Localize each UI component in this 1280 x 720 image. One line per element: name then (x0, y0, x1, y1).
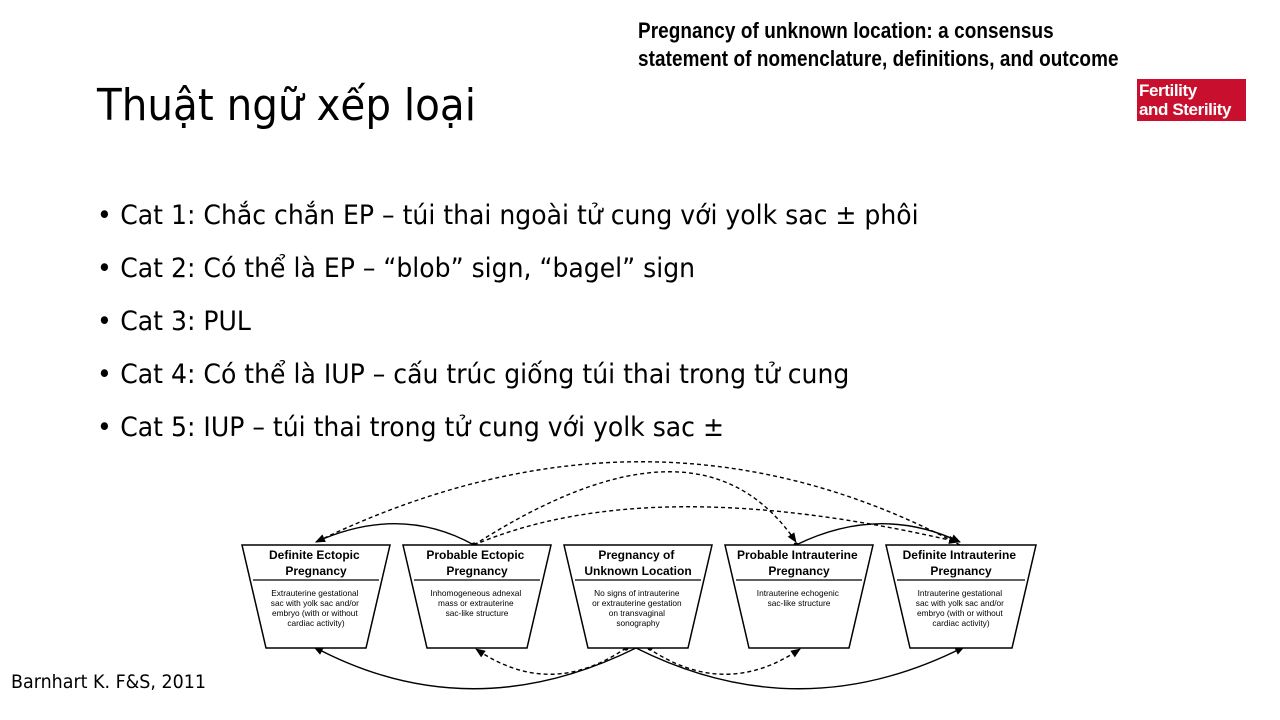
bullet-text-cat-5: Cat 5: IUP – túi thai trong tử cung với yolk sac ± (120, 412, 724, 443)
arrow-dashed-to-definite-ectopic (316, 462, 960, 545)
box-desc-line: sac-like structure (445, 608, 509, 618)
box-desc-line: embryo (with or without (916, 608, 1003, 618)
paper-title-line-1: Pregnancy of unknown location: a consensus (638, 18, 1054, 43)
category-box-4 (725, 545, 873, 648)
arrow-dashed-to-definite-iup (474, 472, 796, 545)
box-desc-line: Extrauterine gestational (271, 588, 359, 598)
box-title-line: Pregnancy (930, 564, 992, 578)
box-title-line: Unknown Location (584, 564, 692, 578)
box-title-line: Probable Ectopic (426, 548, 525, 562)
box-title-line: Definite Intrauterine (902, 548, 1017, 562)
journal-logo-line-2: and Sterility (1139, 100, 1232, 119)
bullet-text-cat-3: Cat 3: PUL (120, 306, 251, 337)
arrow-dashed-to-definite-iup-2 (474, 507, 958, 545)
box-desc-line: sonography (616, 618, 660, 628)
bullet-dot: • (97, 253, 112, 284)
citation: Barnhart K. F&S, 2011 (11, 671, 207, 693)
bottom-arrows (314, 645, 964, 688)
slide-title: Thuật ngữ xếp loại (97, 80, 476, 131)
box-title-line: Pregnancy (446, 564, 508, 578)
bullet-text-cat-2: Cat 2: Có thể là EP – “blob” sign, “bagel” sign (120, 253, 696, 284)
arrow-dashed-pul-to-probable-iup (648, 648, 800, 674)
box-title-line: Pregnancy (768, 564, 830, 578)
box-title-line: Probable Intrauterine (736, 548, 858, 562)
journal-logo-line-1: Fertility (1139, 81, 1197, 100)
arrow-dashed-pul-to-probable-ectopic (476, 648, 626, 674)
box-desc-line: sac with yolk sac and/or (915, 598, 1004, 608)
bullet-dot: • (97, 359, 112, 390)
category-box-3 (564, 545, 712, 648)
box-desc-line: sac-like structure (767, 598, 831, 608)
arrow-probable-ectopic-to-definite-ectopic (316, 524, 474, 545)
bullet-text-cat-1: Cat 1: Chắc chắn EP – túi thai ngoài tử cung với yolk sac ± phôi (120, 200, 919, 231)
box-desc-line: Intrauterine gestational (917, 588, 1003, 598)
top-arrows (316, 462, 960, 548)
box-title-line: Pregnancy of (598, 548, 675, 562)
bullet-dot: • (97, 412, 112, 443)
bullet-text-cat-4: Cat 4: Có thể là IUP – cấu trúc giống túi thai trong tử cung (120, 359, 850, 390)
box-desc-line: Intrauterine echogenic (756, 588, 839, 598)
bullet-dot: • (97, 200, 112, 231)
category-box-2 (403, 545, 551, 648)
box-title-line: Pregnancy (285, 564, 347, 578)
box-desc-line: No signs of intrauterine (594, 588, 680, 598)
box-desc-line: mass or extrauterine (438, 598, 514, 608)
arrow-probable-iup-to-definite-iup (796, 524, 960, 545)
box-desc-line: on transvaginal (608, 608, 665, 618)
box-desc-line: Inhomogeneous adnexal (430, 588, 522, 598)
paper-title-line-2: statement of nomenclature, definitions, and outcome (638, 46, 1119, 71)
box-desc-line: sac with yolk sac and/or (270, 598, 359, 608)
box-desc-line: cardiac activity) (932, 618, 990, 628)
category-box-1 (242, 545, 390, 648)
bullet-dot: • (97, 306, 112, 337)
box-desc-line: or extrauterine gestation (592, 598, 682, 608)
box-desc-line: embryo (with or without (271, 608, 358, 618)
category-box-5 (886, 545, 1036, 648)
box-title-line: Definite Ectopic (268, 548, 360, 562)
box-desc-line: cardiac activity) (287, 618, 345, 628)
svg-text:Intrauterine echogenic s (757, 588, 841, 608)
